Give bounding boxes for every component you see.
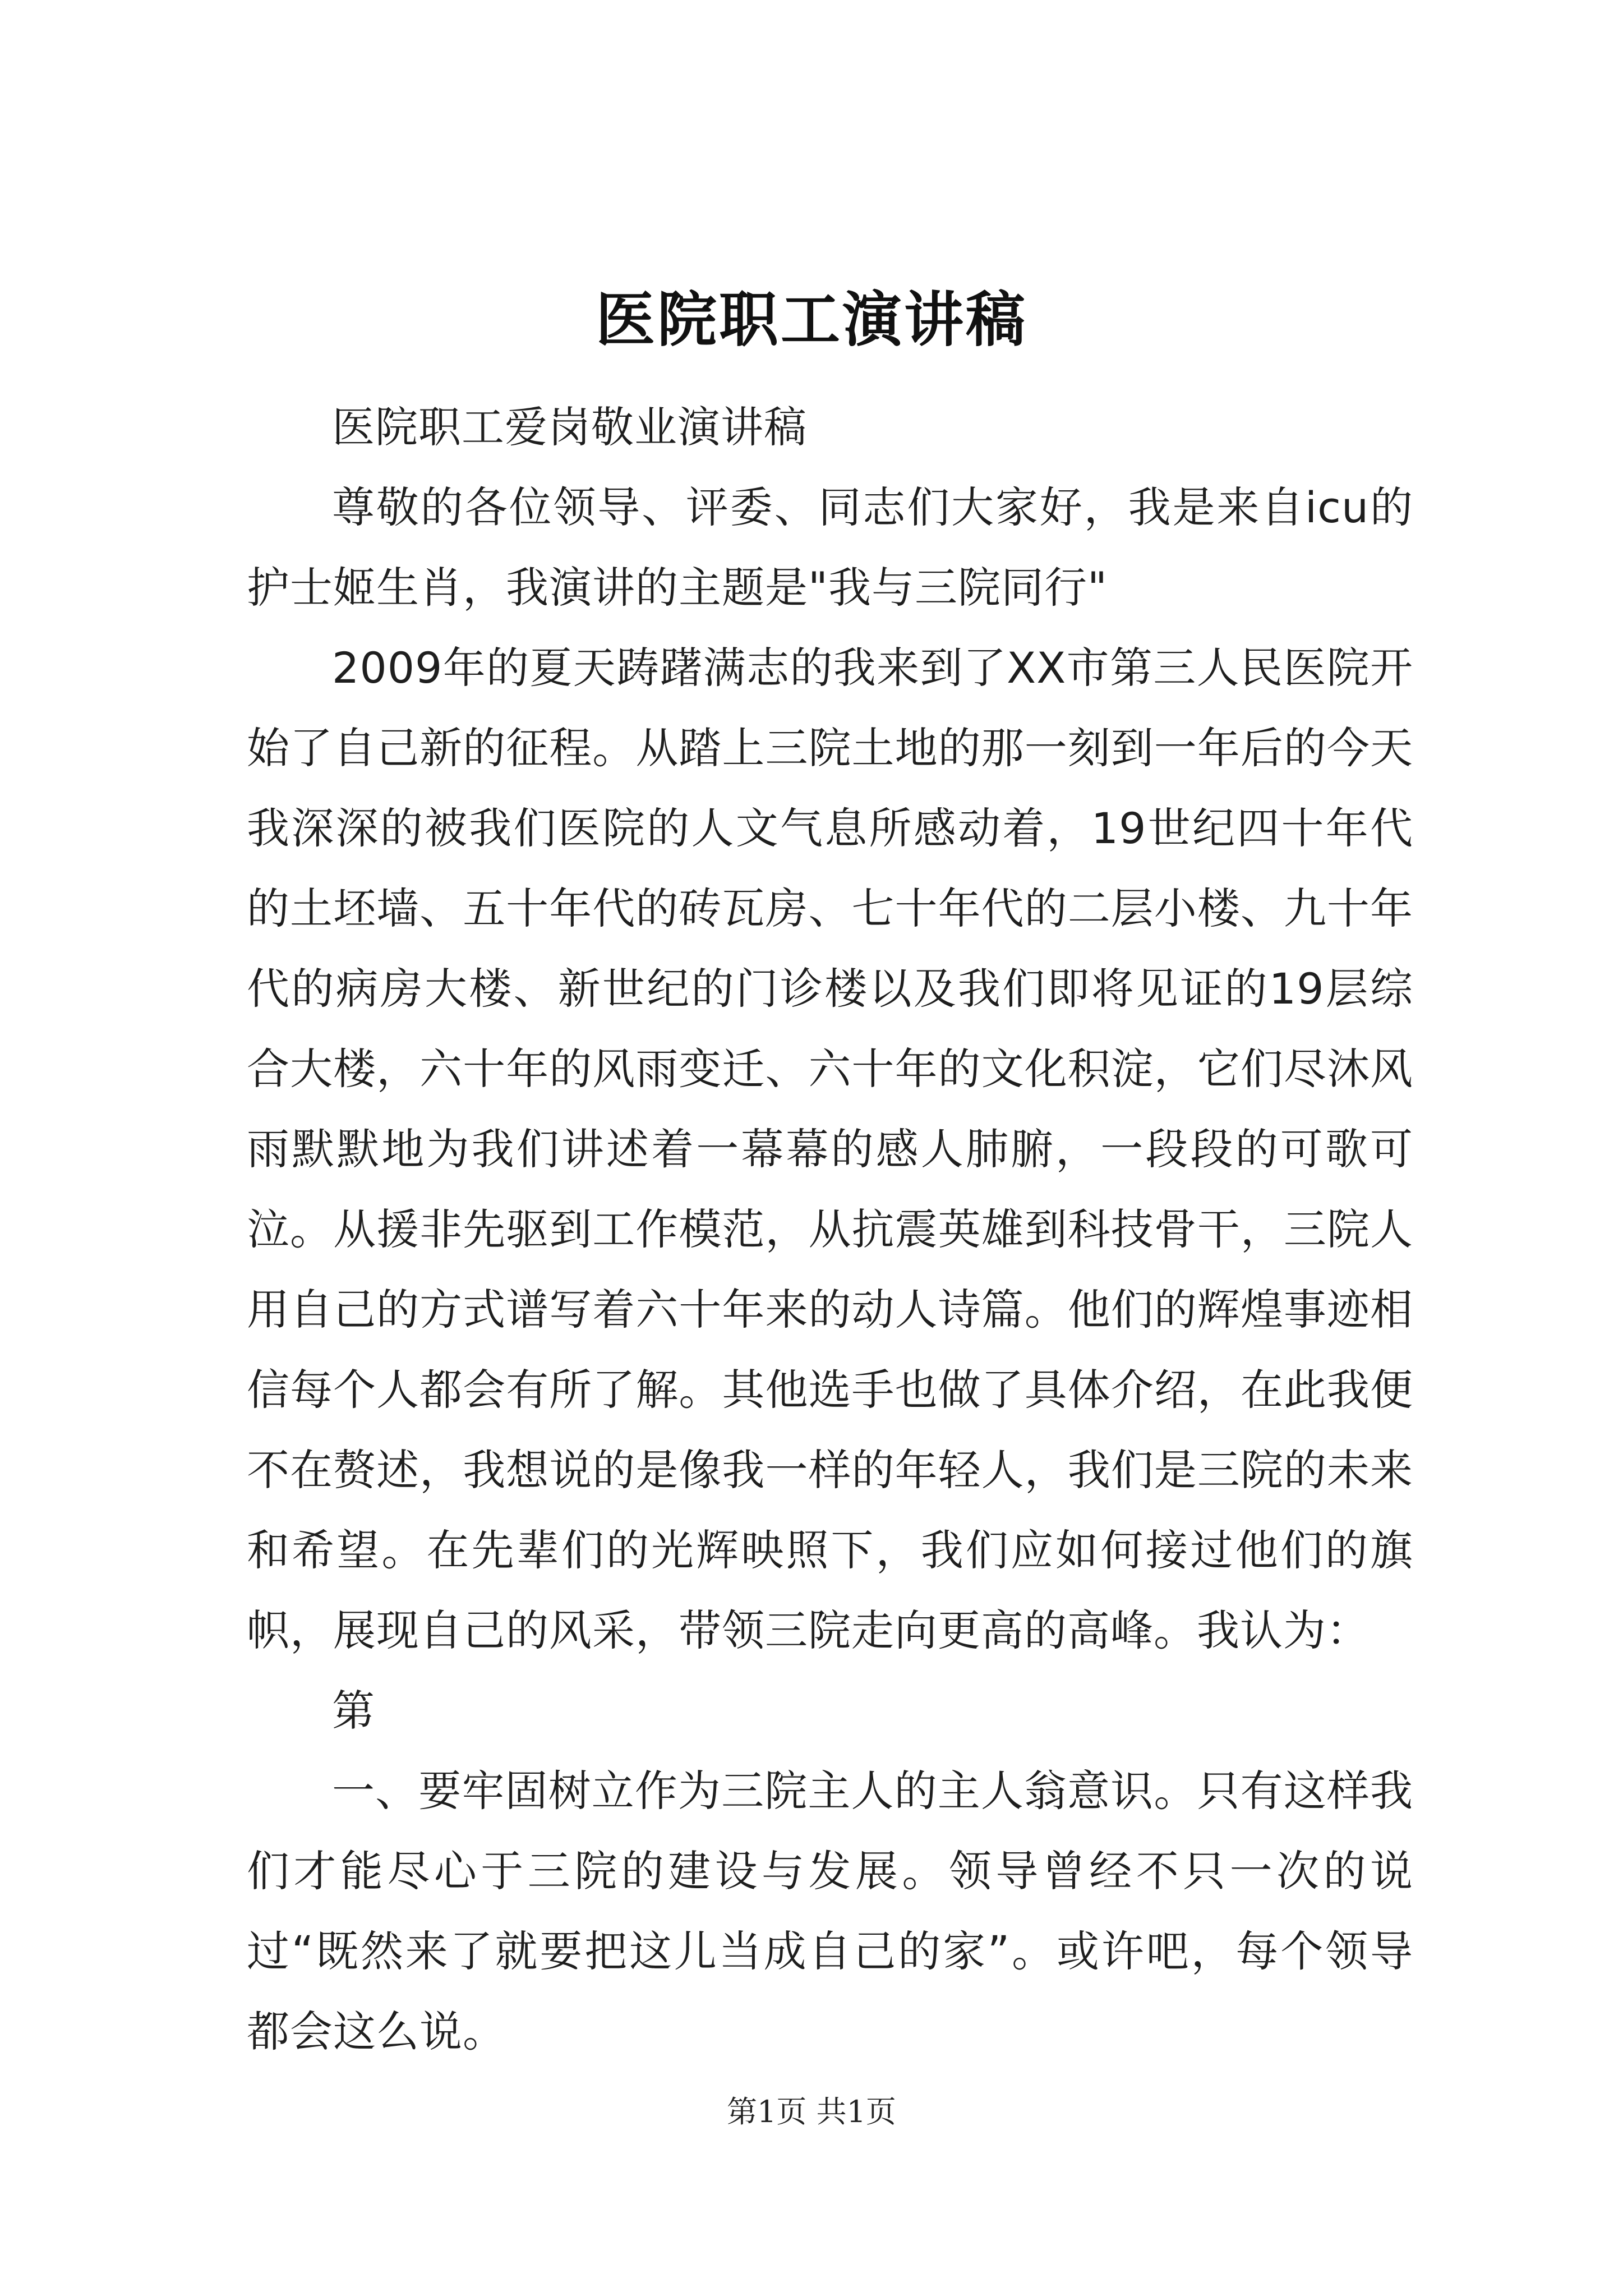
paragraph-greeting: 尊敬的各位领导、评委、同志们大家好，我是来自icu的护士姬生肖，我演讲的主题是"我与三院同行" <box>247 482 1413 613</box>
paragraph-point-one: 一、要牢固树立作为三院主人的主人翁意识。只有这样我们才能尽心于三院的建设与发展。领导曾经不只一次的说过“既然来了就要把这儿当成自己的家”。或许吧，每个领导都会这么说。 <box>247 1766 1413 2056</box>
paragraph-subtitle: 医院职工爱岗敬业演讲稿 <box>332 402 807 452</box>
document-title: 医院职工演讲稿 <box>596 284 1027 355</box>
paragraph-section-marker: 第 <box>332 1686 375 1736</box>
document-body <box>247 387 1413 2072</box>
paragraph-history: 2009年的夏天踌躇满志的我来到了XX市第三人民医院开始了自己新的征程。从踏上三院土地的那一刻到一年后的今天我深深的被我们医院的人文气息所感动着，19世纪四十年代的土坯墙、五十年代的砖瓦房、七十年代的二层小楼、九十年代的病房大楼、新世纪的门诊楼以及我们即将见证的19层综合大楼，六十年的风雨变迁、六十年的文化积淀，它们尽沐风雨默默地为我们讲述着一幕幕的感人肺腑，一段段的可歌可泣。从援非先驱到工作模范，从抗震英雄到科技骨干，三院人用自己的方式谱写着六十年来的动人诗篇。他们的辉煌事迹相信每个人都会有所了解。其他选手也做了具体介绍，在此我便不在赘述，我想说的是像我一样的年轻人，我们是三院的未来和希望。在先辈们的光辉映照下，我们应如何接过他们的旗帜，展现自己的风采，带领三院走向更高的高峰。我认为： <box>247 643 1413 1655</box>
page-footer: 第1页 共1页 <box>727 2094 896 2129</box>
